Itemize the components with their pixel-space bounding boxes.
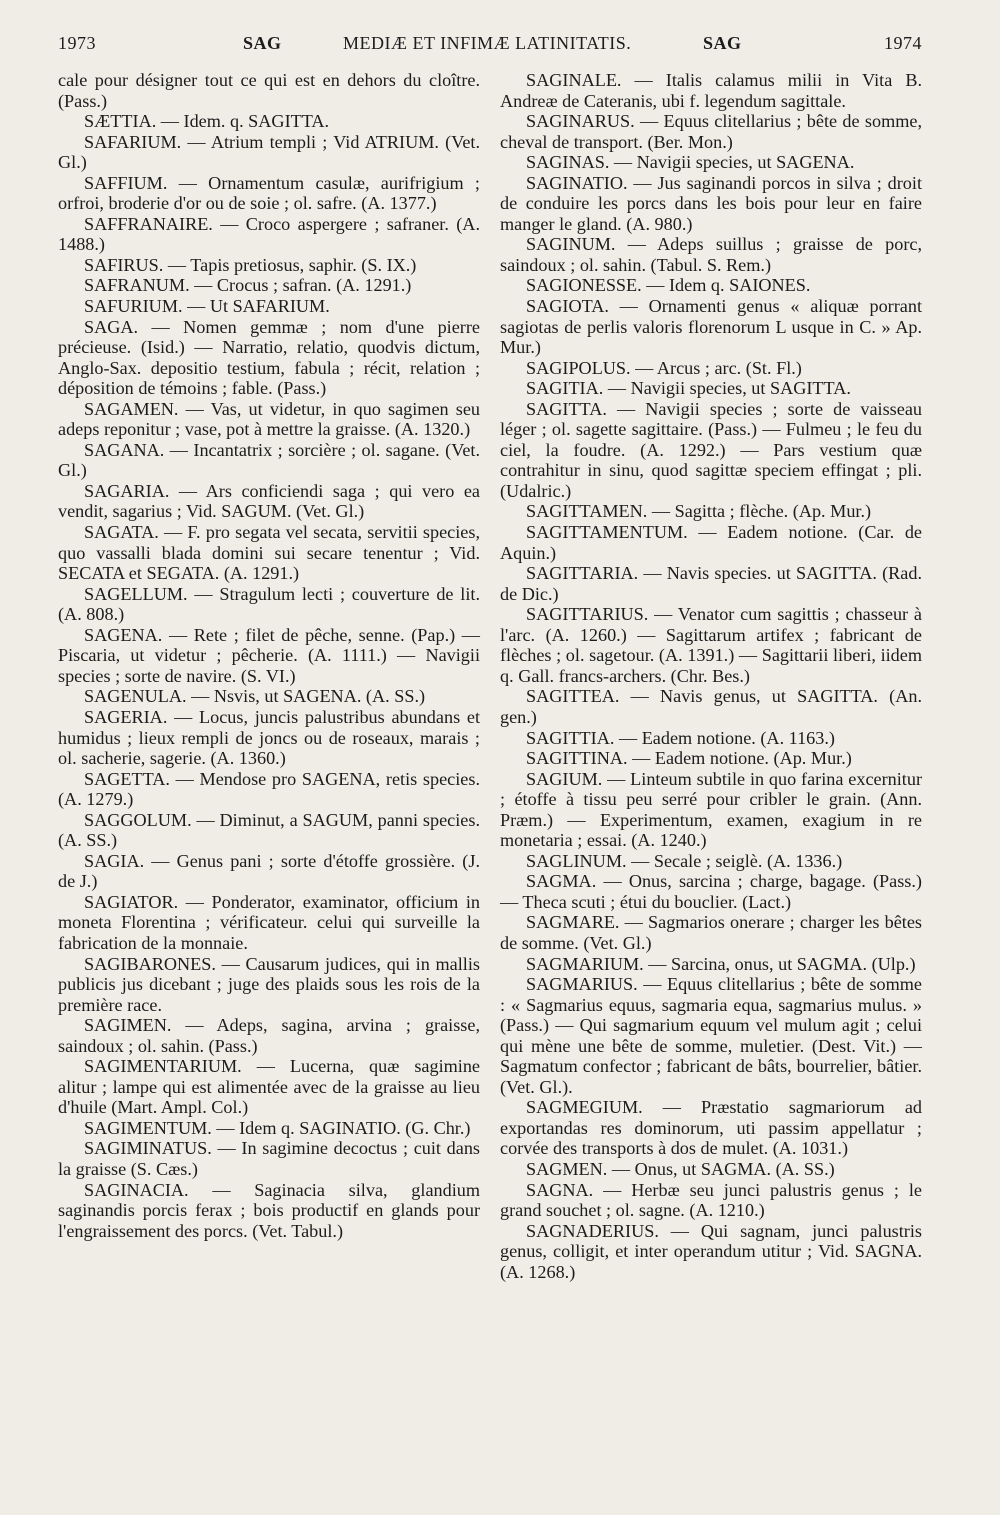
entry-headword: SAGENA. xyxy=(84,624,163,645)
entry-headword: SAGMARE. xyxy=(526,912,620,933)
entry-definition: — Eadem notione. (A. 1163.) xyxy=(614,727,835,748)
dictionary-entry xyxy=(58,255,480,276)
entry-definition: — Idem. q. SAGITTA. xyxy=(156,111,330,132)
entry-definition: — Ornamenti genus « aliquæ porrant sagiotas de perlis valoris florenorum L usque in C. » Ap. Mur.) xyxy=(500,296,922,358)
entry-headword: SAFRANUM. xyxy=(84,275,190,296)
entry-definition: — Onus, ut SAGMA. (A. SS.) xyxy=(607,1158,835,1179)
entry-definition: — Arcus ; arc. (St. Fl.) xyxy=(630,357,802,378)
dictionary-entry xyxy=(500,522,922,563)
dictionary-entry xyxy=(58,111,480,132)
dictionary-entry xyxy=(58,214,480,255)
entry-definition: — Venator cum sagittis ; chasseur à l'arc. (A. 1260.) — Sagittarum artifex ; fabricant de flèches ; ol. sagetour. (A. 1391.) — Sagittarii liberi, iidem q. Gall. francs-archers. (Chr. Bes.) xyxy=(500,604,922,686)
entry-headword: SAGITTEA. xyxy=(526,686,620,707)
dictionary-entry xyxy=(58,892,480,954)
dictionary-entry xyxy=(58,275,480,296)
dictionary-entry xyxy=(500,358,922,379)
entry-definition: — Ponderator, examinator, officium in moneta Florentina ; vérificateur. celui qui surveille la fabrication de la monnaie. xyxy=(58,891,480,953)
entry-definition: — Navis species. ut SAGITTA. (Rad. de Dic.) xyxy=(500,563,922,604)
entry-definition: — Ars conficiendi saga ; qui vero ea vendit, sagarius ; Vid. SAGUM. (Vet. Gl.) xyxy=(58,480,480,522)
entry-definition: — Ut SAFARIUM. xyxy=(182,296,330,317)
entry-headword: SAGIATOR. xyxy=(84,891,179,912)
entry-definition: — Secale ; seiglè. (A. 1336.) xyxy=(626,850,843,871)
dictionary-entry xyxy=(500,501,922,522)
entry-headword: SAFURIUM. xyxy=(84,296,183,317)
entry-headword: SAGIPOLUS. xyxy=(526,357,631,378)
entry-definition: — Italis calamus milii in Vita B. Andreæ de Cateranis, ubi f. legendum sagittale. xyxy=(500,70,922,111)
dictionary-entry xyxy=(58,769,480,810)
entry-headword: SAFARIUM. xyxy=(84,131,182,152)
entry-definition: — Equus clitellarius ; bête de somme, cheval de transport. (Ber. Mon.) xyxy=(500,111,922,152)
entry-headword: SAGIONESSE. xyxy=(526,275,642,296)
entry-headword: SAGIUM. xyxy=(526,768,603,789)
entry-definition: — Adeps, sagina, arvina ; graisse, saindoux ; ol. sahin. (Pass.) xyxy=(58,1015,480,1056)
dictionary-entry xyxy=(500,399,922,502)
dictionary-entry xyxy=(58,810,480,851)
entry-headword: SAFFIUM. xyxy=(84,172,168,193)
dictionary-entry xyxy=(500,234,922,275)
entry-definition: — Mendose pro SAGENA, retis species. (A. 1279.) xyxy=(58,768,480,810)
entry-headword: SAGITTARIA. xyxy=(526,563,639,584)
entry-definition: — Incantatrix ; sorcière ; ol. sagane. (Vet. Gl.) xyxy=(58,439,480,481)
page-header xyxy=(58,33,922,63)
entry-headword: SAGIMEN. xyxy=(84,1015,172,1036)
entry-definition: — Herbæ seu junci palustris genus ; le grand souchet ; ol. sagne. (A. 1210.) xyxy=(500,1179,922,1221)
dictionary-entry xyxy=(500,974,922,1097)
entry-headword: SAGERIA. xyxy=(84,706,168,727)
entry-headword: SAGITTA. xyxy=(526,398,607,419)
page-number-left: 1973 xyxy=(58,33,96,53)
entry-definition: — Præstatio sagmariorum ad exportandas res dominorum, uti passim appellatur ; corvée des transports à dos de mulet. (A. 1031.) xyxy=(500,1097,922,1159)
dictionary-entry xyxy=(500,728,922,749)
dictionary-entry xyxy=(500,378,922,399)
dictionary-entry xyxy=(58,1056,480,1118)
entry-definition: cale pour désigner tout ce qui est en dehors du cloître. (Pass.) xyxy=(58,70,480,111)
entry-headword: SAGINAS. xyxy=(526,152,610,173)
entry-headword: SAGINARUS. xyxy=(526,111,635,132)
dictionary-entry xyxy=(58,296,480,317)
dictionary-entry xyxy=(500,111,922,152)
entry-headword: SAGMEN. xyxy=(526,1158,608,1179)
entry-definition: — Diminut, a SAGUM, panni species. (A. SS.) xyxy=(58,809,480,851)
dictionary-entry xyxy=(58,1180,480,1242)
dictionary-entry xyxy=(58,173,480,214)
entry-definition: — Nsvis, ut SAGENA. (A. SS.) xyxy=(186,686,426,707)
dictionary-entry xyxy=(500,1221,922,1283)
entry-headword: SAFFRANAIRE. xyxy=(84,213,213,234)
dictionary-entry xyxy=(58,132,480,173)
entry-headword: SÆTTIA. xyxy=(84,111,157,132)
entry-definition: — F. pro segata vel secata, servitii species, quo vassalli blada domini sui secare tenentur ; Vid. SECATA et SEGATA. (A. 1291.) xyxy=(58,522,480,584)
entry-headword: SAGINATIO. xyxy=(526,172,628,193)
entry-headword: SAGINUM. xyxy=(526,234,616,255)
entry-headword: SAGINALE. xyxy=(526,70,622,90)
entry-headword: SAGMA. xyxy=(526,871,597,892)
right-column xyxy=(500,70,922,1282)
entry-definition: — Stragulum lecti ; couverture de lit. (A. 808.) xyxy=(58,583,480,625)
entry-definition: — Sagitta ; flèche. (Ap. Mur.) xyxy=(647,501,872,522)
running-title: MEDIÆ ET INFIMÆ LATINITATIS. xyxy=(343,33,632,53)
entry-headword: SAGMARIUS. xyxy=(526,974,638,995)
entry-definition: — Eadem notione. (Car. de Aquin.) xyxy=(500,522,922,563)
entry-definition: — Jus saginandi porcos in silva ; droit de conduire les porcs dans les bois pour leur en faire manger le gland. (A. 980.) xyxy=(500,172,922,234)
entry-headword: SAGIA. xyxy=(84,850,145,871)
entry-headword: SAGITTAMEN. xyxy=(526,501,648,522)
dictionary-entry xyxy=(500,296,922,358)
entry-headword: SAGINACIA. xyxy=(84,1179,189,1200)
dictionary-entry xyxy=(500,563,922,604)
entry-definition: — Atrium templi ; Vid ATRIUM. (Vet. Gl.) xyxy=(58,131,480,173)
entry-definition: — Onus, sarcina ; charge, bagage. (Pass.) — Theca scuti ; étui du bouclier. (Lact.) xyxy=(500,871,922,912)
entry-headword: SAGITTAMENTUM. xyxy=(526,522,688,543)
entry-definition: — Sagmarios onerare ; charger les bêtes de somme. (Vet. Gl.) xyxy=(500,912,922,953)
entry-definition: — Genus pani ; sorte d'étoffe grossière. (J. de J.) xyxy=(58,850,480,892)
dictionary-entry xyxy=(500,152,922,173)
dictionary-entry xyxy=(500,912,922,953)
entry-headword: SAGMARIUM. xyxy=(526,953,644,974)
dictionary-entry xyxy=(58,317,480,399)
dictionary-entry xyxy=(58,686,480,707)
entry-headword: SAGIBARONES. xyxy=(84,953,216,974)
dictionary-entry xyxy=(58,584,480,625)
entry-definition: — Ornamentum casulæ, aurifrigium ; orfroi, broderie d'or ou de soie ; ol. safre. (A. 1377.) xyxy=(58,172,480,214)
dictionary-entry xyxy=(500,686,922,727)
entry-headword: SAGIOTA. xyxy=(526,296,609,317)
entry-definition: — Idem q. SAIONES. xyxy=(641,275,811,296)
dictionary-entry xyxy=(500,1159,922,1180)
dictionary-entry xyxy=(500,871,922,912)
dictionary-entry xyxy=(500,851,922,872)
dictionary-entry xyxy=(58,522,480,584)
dictionary-entry xyxy=(500,1097,922,1159)
entry-headword: SAGA. xyxy=(84,316,139,337)
entry-headword: SAGITTINA. xyxy=(526,748,628,769)
entry-definition: — Linteum subtile in quo farina excernitur ; étoffe à tissu peu serré pour cribler le grain. (Ann. Præm.) — Experimentum, examen, exagium in re monetaria ; essai. (A. 1240.) xyxy=(500,768,922,851)
dictionary-entry xyxy=(500,954,922,975)
entry-definition: — Qui sagnam, junci palustris genus, colligit, et inter operandum utitur ; Vid. SAGNA. (A. 1268.) xyxy=(500,1220,922,1282)
entry-definition: — In sagimine decoctus ; cuit dans la graisse (S. Cæs.) xyxy=(58,1138,480,1179)
dictionary-entry xyxy=(500,275,922,296)
entry-definition: — Nomen gemmæ ; nom d'une pierre précieuse. (Isid.) — Narratio, relatio, quodvis dictum, Anglo-Sax. depositio testium, fabula ; récit, relation ; déposition de témoins ; fable. (Pass.) xyxy=(58,316,480,399)
entry-headword: SAGETTA. xyxy=(84,768,170,789)
dictionary-entry xyxy=(58,707,480,769)
page-number-right: 1974 xyxy=(884,33,922,53)
entry-definition: — Lucerna, quæ sagimine alitur ; lampe qui est alimentée avec de la graisse au lieu d'huile (Mart. Ampl. Col.) xyxy=(58,1056,480,1118)
dictionary-entry xyxy=(58,1138,480,1179)
entry-definition: — Adeps suillus ; graisse de porc, saindoux ; ol. sahin. (Tabul. S. Rem.) xyxy=(500,234,922,275)
dictionary-entry xyxy=(500,1180,922,1221)
dictionary-entry xyxy=(58,481,480,522)
entry-definition: — Navis genus, ut SAGITTA. (An. gen.) xyxy=(500,686,922,727)
entry-headword: SAGNA. xyxy=(526,1179,594,1200)
entry-headword: SAGANA. xyxy=(84,439,165,460)
entry-headword: SAGITTARIUS. xyxy=(526,604,649,625)
entry-headword: SAGARIA. xyxy=(84,480,170,501)
entry-definition: — Navigii species, ut SAGITTA. xyxy=(603,378,851,399)
dictionary-entry xyxy=(500,70,922,111)
entry-headword: SAGITTIA. xyxy=(526,727,615,748)
dictionary-entry xyxy=(58,1015,480,1056)
entry-definition: — Vas, ut videtur, in quo sagimen seu adeps reponitur ; vase, pot à mettre la graisse. (A. 1320.) xyxy=(58,398,480,440)
dictionary-entry xyxy=(500,173,922,235)
entry-headword: SAGATA. xyxy=(84,522,159,543)
dictionary-entry xyxy=(58,1118,480,1139)
entry-definition: — Croco aspergere ; safraner. (A. 1488.) xyxy=(58,213,480,255)
entry-headword: SAGLINUM. xyxy=(526,850,627,871)
dictionary-entry xyxy=(500,769,922,851)
entry-headword: SAGMEGIUM. xyxy=(526,1097,643,1118)
dictionary-entry xyxy=(500,604,922,686)
entry-definition: — Rete ; filet de pêche, senne. (Pap.) — Piscaria, ut videtur ; pêcherie. (A. 1111.) — Navigii species ; sorte de navire. (S. VI.) xyxy=(58,624,480,686)
dictionary-entry xyxy=(58,851,480,892)
entry-definition: — Equus clitellarius ; bête de somme : « Sagmarius equus, sagmaria equa, sagmarius mulus. » (Pass.) — Qui sagmarium equum vel mulum agit ; celui qui mène une bête de somme, muletier. (Dest. Vit.) — Sagmatum confector ; fabricant de bâts, bourrelier, bâtier. (Vet. Gl.). xyxy=(500,974,922,1097)
entry-definition: — Eadem notione. (Ap. Mur.) xyxy=(627,748,852,769)
running-word-right: SAG xyxy=(703,33,742,53)
entry-headword: SAFIRUS. xyxy=(84,254,164,275)
entry-definition: — Locus, juncis palustribus abundans et humidus ; lieux rempli de joncs ou de roseaux, marais ; ol. sacherie, sagerie. (A. 1360.) xyxy=(58,706,480,769)
entry-headword: SAGNADERIUS. xyxy=(526,1220,659,1241)
entry-definition: — Navigii species ; sorte de vaisseau léger ; ol. sagette sagittaire. (Pass.) — Fulmeu ; le feu du ciel, la foudre. (A. 1292.) — Pars vestium quæ contrahitur in sinu, quod sagittæ speciem effingat ; pli. (Udalric.) xyxy=(500,398,922,501)
dictionary-entry xyxy=(58,954,480,1016)
left-column xyxy=(58,70,480,1241)
entry-definition: — Crocus ; safran. (A. 1291.) xyxy=(189,275,412,296)
entry-definition: — Sarcina, onus, ut SAGMA. (Ulp.) xyxy=(643,953,916,974)
entry-headword: SAGIMINATUS. xyxy=(84,1138,212,1159)
entry-headword: SAGITIA. xyxy=(526,378,604,399)
entry-headword: SAGELLUM. xyxy=(84,583,188,604)
dictionary-entry xyxy=(500,748,922,769)
entry-headword: SAGAMEN. xyxy=(84,398,179,419)
entry-headword: SAGIMENTUM. xyxy=(84,1117,212,1138)
dictionary-entry xyxy=(58,70,480,111)
entry-definition: — Causarum judices, qui in mallis publicis jus dicebant ; juge des plaids sous les rois de la première race. xyxy=(58,953,480,1015)
entry-definition: — Idem q. SAGINATIO. (G. Chr.) xyxy=(211,1117,471,1138)
entry-headword: SAGENULA. xyxy=(84,686,187,707)
dictionary-entry xyxy=(58,625,480,687)
entry-headword: SAGIMENTARIUM. xyxy=(84,1056,242,1077)
dictionary-entry xyxy=(58,440,480,481)
entry-headword: SAGGOLUM. xyxy=(84,809,192,830)
entry-definition: — Tapis pretiosus, saphir. (S. IX.) xyxy=(163,254,417,275)
entry-definition: — Navigii species, ut SAGENA. xyxy=(609,152,855,173)
running-word-left: SAG xyxy=(243,33,282,53)
entry-definition: — Saginacia silva, glandium saginandis porcis ferax ; bois productif en glands pour l'engraissement des porcs. (Vet. Tabul.) xyxy=(58,1179,480,1241)
dictionary-entry xyxy=(58,399,480,440)
